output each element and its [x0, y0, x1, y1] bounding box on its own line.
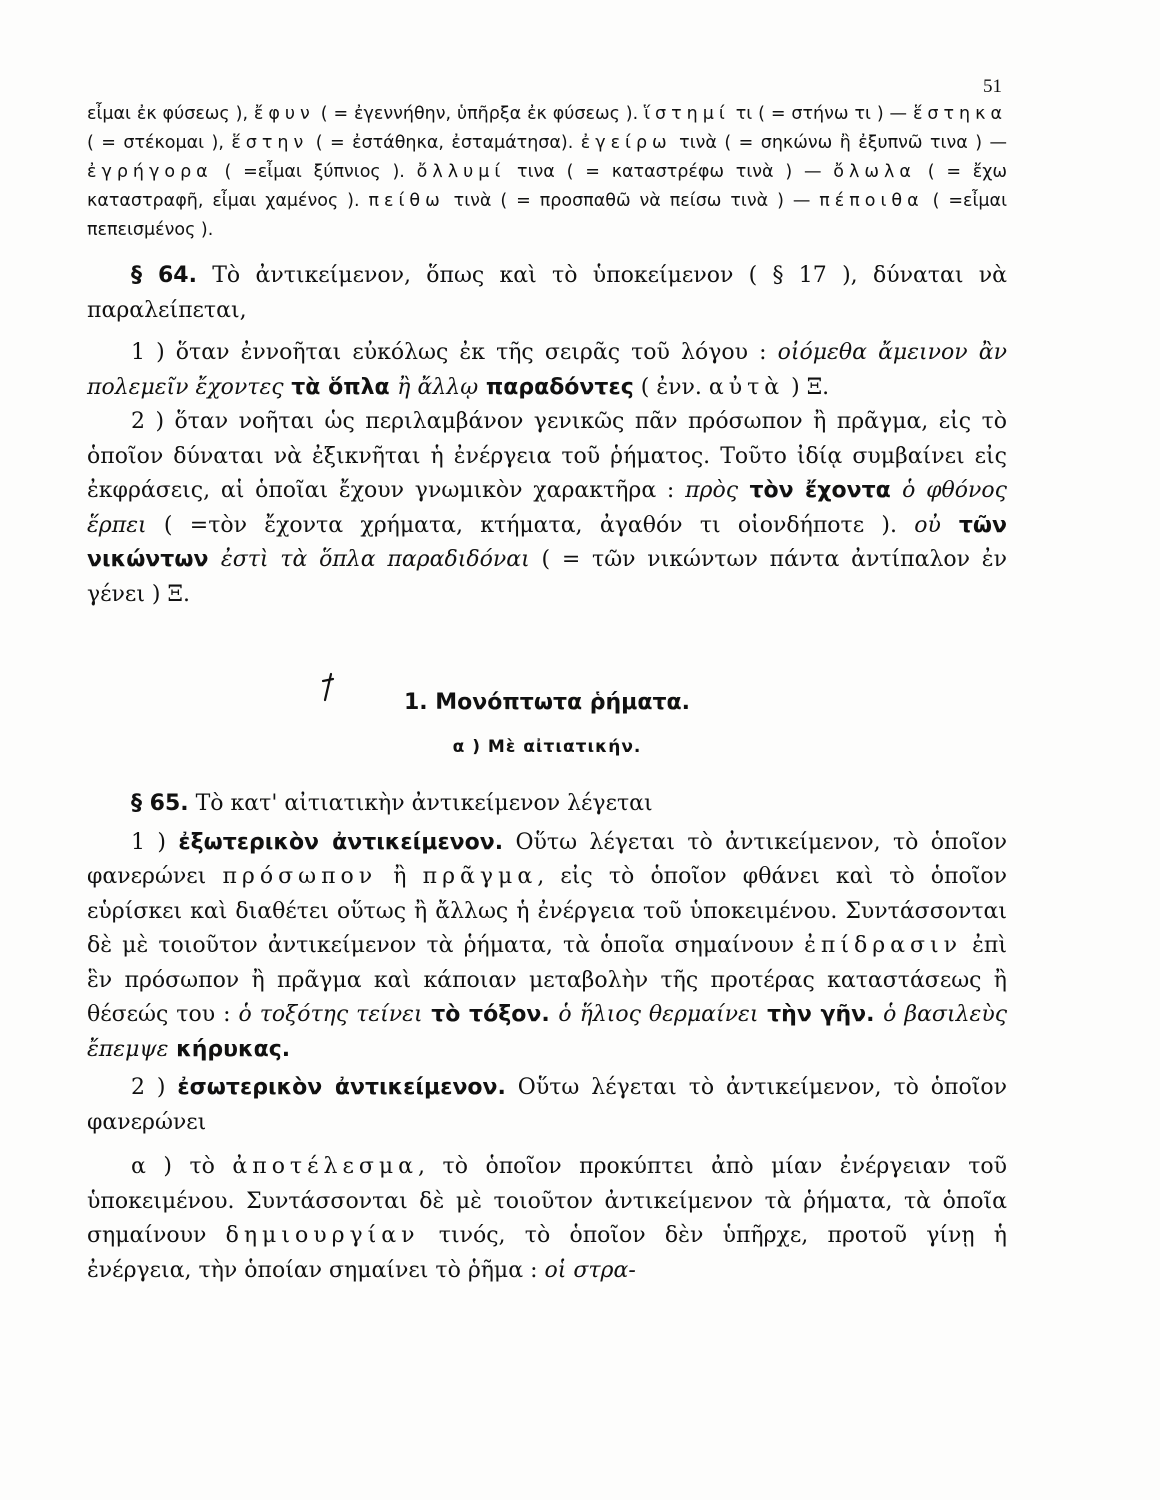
- paragraph-internal-object: 2 ) ἐσωτερικὸν ἀντικείμενον. Οὕτω λέγεται τὸ ἀντικείμενον, τὸ ὁποῖον φανερώνει: [87, 1075, 1007, 1135]
- paragraph-result: α ) τὸ ἀποτέλεσμα, τὸ ὁποῖον προκύπτει ἀπὸ μίαν ἐνέργειαν τοῦ ὑποκειμένου. Συντάσσονται δὲ μὲ τοιοῦτον ἀντικείμενον τὰ ῥήματα, τὰ ὁποῖα σημαίνουν δημιουργίαν τινός, τὸ ὁποῖον δὲν ὑπῆρχε, προτοῦ γίνῃ ἡ ἐνέργεια, τὴν ὁποίαν σημαίνει τὸ ῥῆμα : οἱ στρα-: [87, 1154, 1007, 1283]
- paragraph-section-64: § 64. Τὸ ἀντικείμενον, ὅπως καὶ τὸ ὑποκείμενον ( § 17 ), δύναται νὰ παραλείπεται,: [87, 263, 1008, 323]
- paragraph-section-65: § 65. Τὸ κατ' αἰτιατικὴν ἀντικείμενον λέγεται: [131, 791, 653, 816]
- chapter-heading: 1. Μονόπτωτα ῥήματα.: [87, 690, 1007, 715]
- handwritten-mark: [319, 672, 337, 702]
- paragraph-case-1: 1 ) ὅταν ἐννοῆται εὐκόλως ἐκ τῆς σειρᾶς τοῦ λόγου : οἰόμεθα ἄμεινον ἂν πολεμεῖν ἔχοντες τὰ ὅπλα ἢ ἄλλῳ παραδόντες ( ἐνν. αὐτὰ ) Ξ.: [87, 340, 1008, 400]
- paragraph-case-2: 2 ) ὅταν νοῆται ὡς περιλαμβάνον γενικῶς πᾶν πρόσωπον ἢ πρᾶγμα, εἰς τὸ ὁποῖον δύναται νὰ ἐξικνῆται ἡ ἐνέργεια τοῦ ῥήματος. Τοῦτο ἰδίᾳ συμβαίνει εἰς ἐκφράσεις, αἱ ὁποῖαι ἔχουν γνωμικὸν χαρακτῆρα : πρὸς τὸν ἔχοντα ὁ φθόνος ἕρπει ( =τὸν ἔχοντα χρήματα, κτήματα, ἀγαθόν τι οἱονδήποτε ). οὐ τῶν νικώντων ἐστὶ τὰ ὅπλα παραδιδόναι ( = τῶν νικώντων πάντα ἀντίπαλον ἐν γένει ) Ξ.: [87, 409, 1007, 607]
- section-number: § 64.: [131, 263, 197, 288]
- section-number: § 65.: [131, 791, 189, 816]
- paragraph-external-object: 1 ) ἐξωτερικὸν ἀντικείμενον. Οὕτω λέγεται τὸ ἀντικείμενον, τὸ ὁποῖον φανερώνει πρόσωπον ἢ πρᾶγμα, εἰς τὸ ὁποῖον φθάνει καὶ τὸ ὁποῖον εὑρίσκει καὶ διαθέτει οὕτως ἢ ἄλλως ἡ ἐνέργεια τοῦ ὑποκειμένου. Συντάσσονται δὲ μὲ τοιοῦτον ἀντικείμενον τὰ ῥήματα, τὰ ὁποῖα σημαίνουν ἐπίδρασιν ἐπὶ ἓν πρόσωπον ἢ πρᾶγμα καὶ κάποιαν μεταβολὴν τῆς προτέρας καταστάσεως ἢ θέσεώς του : ὁ τοξότης τείνει τὸ τόξον. ὁ ἥλιος θερμαίνει τὴν γῆν. ὁ βασιλεὺς ἔπεμψε κήρυκας.: [87, 829, 1008, 1062]
- page-body: [87, 100, 1007, 1288]
- subheading: α ) Μὲ αἰτιατικήν.: [452, 737, 642, 757]
- page-number: 51: [983, 76, 1002, 97]
- paragraph-verb-list: εἶμαι ἐκ φύσεως ), ἔφυν ( = ἐγεννήθην, ὑπῆρξα ἐκ φύσεως ). ἵστημί τι ( = στήνω τι ) — ἕστηκα ( = στέκομαι ), ἕστην ( = ἐστάθηκα, ἐσταμάτησα). ἐγείρω τινὰ ( = σηκώνω ἢ ἐξυπνῶ τινα ) — ἐγρήγορα ( =εἶμαι ξύπνιος ). ὄλλυμί τινα ( = καταστρέφω τινὰ ) — ὄλωλα ( = ἔχω καταστραφῆ, εἶμαι χαμένος ). πείθω τινὰ ( = προσπαθῶ νὰ πείσω τινὰ ) — πέποιθα ( =εἶμαι πεπεισμένος ).: [87, 104, 1007, 240]
